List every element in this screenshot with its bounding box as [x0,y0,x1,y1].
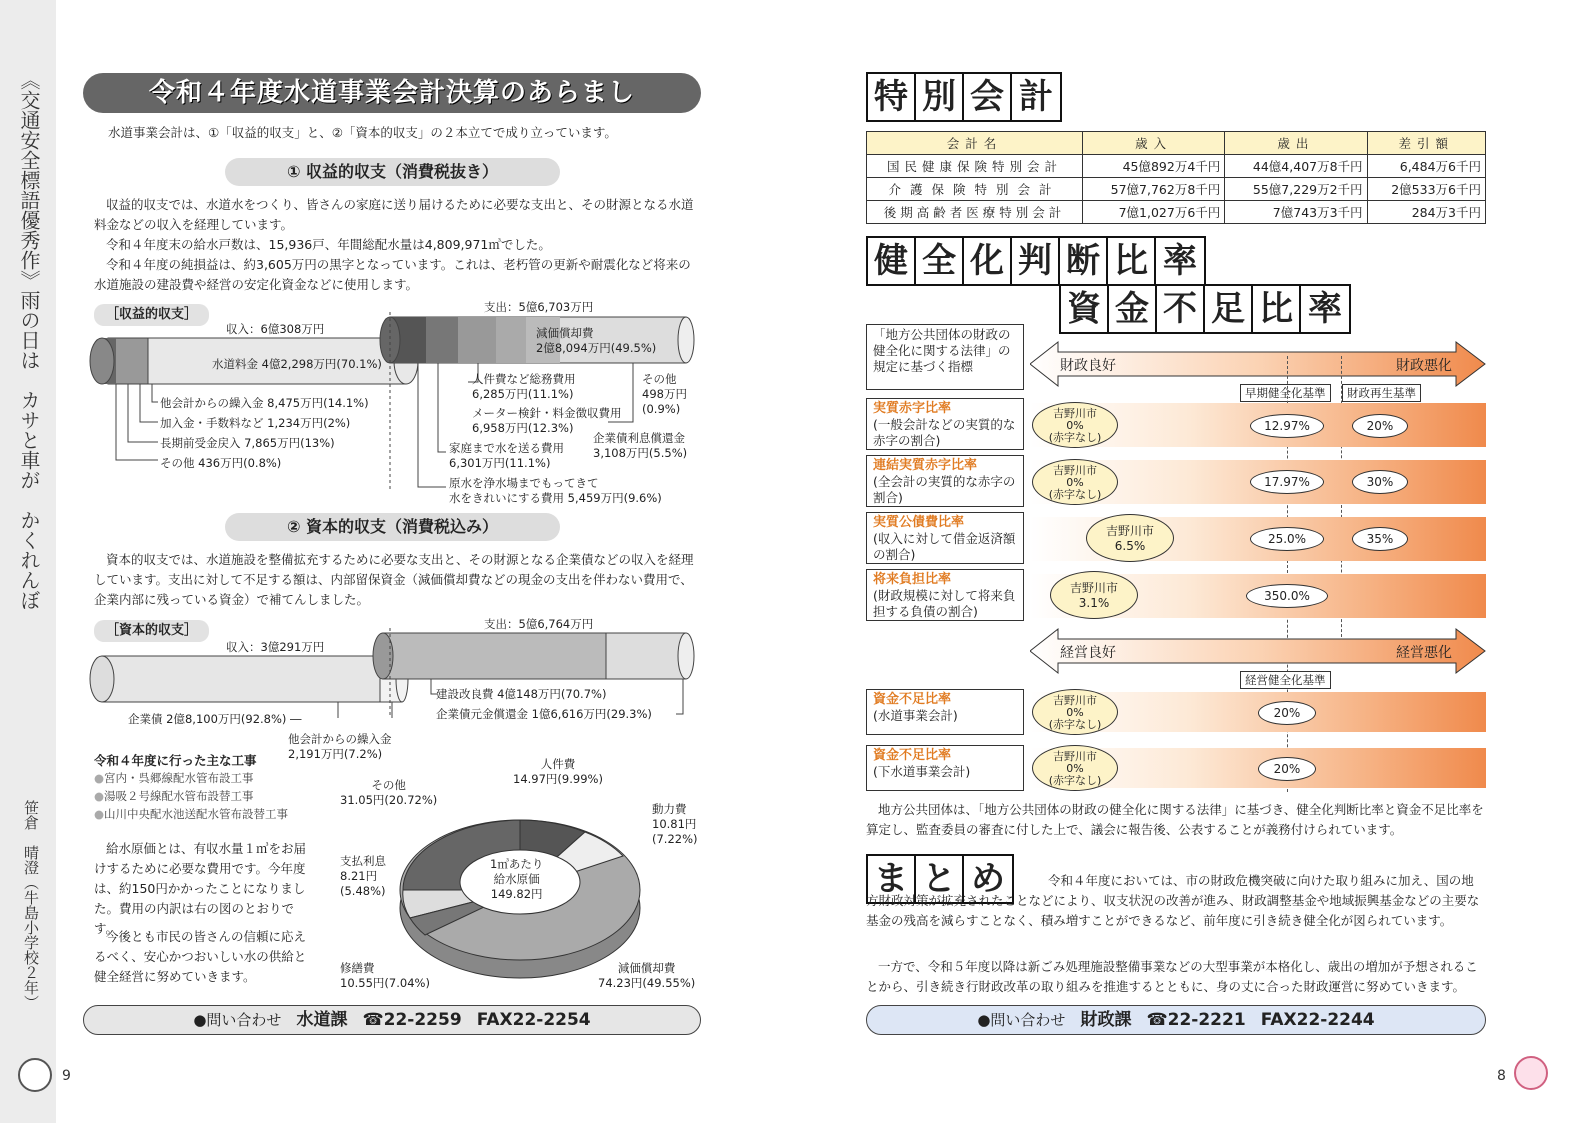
cost-p2: 今後とも市民の皆さんの信頼に応えるべく、安心かつおいしい水の供給と健全経営に努めていきます。 [94,929,307,984]
ratio-row-2-city: 吉野川市 0% (赤字なし) [1032,459,1118,505]
ratio-paragraph: 地方公共団体は、「地方公共団体の財政の健全化に関する法律」に基づき、健全化判断比率と資金不足比率を算定し、監査委員の審査に付した上で、議会に報告後、公表することが義務付けられています。 [866,802,1484,837]
ratio-row-4-city: 吉野川市 3.1% [1050,571,1138,619]
ratio-title: 健 全 化 判 断 比 率 [866,236,1206,286]
page-title: 令和４年度水道事業会計決算のあらまし [83,73,701,113]
fund-row-1-crit: 20% [1258,701,1316,725]
donut-personnel: 人件費 14.97円(9.99%) [513,757,603,786]
mascot-icon [18,1058,52,1092]
table-row: 介護保険特別会計 57億7,762万8千円 55億7,229万2千円 2億533万6千円 [867,178,1486,201]
donut-center: 1㎥あたり 給水原価 149.82円 [490,857,544,901]
slogan-author: 笹倉 晴澄（牛島小学校２年） [22,800,40,1010]
page-number-right: 8 [1497,1068,1506,1084]
mascot-pink-icon [1514,1056,1548,1090]
management-good: 経営良好 [1060,645,1116,661]
donut-depreciation: 減価償却費 74.23円(49.55%) [598,961,696,990]
finance-good: 財政良好 [1060,358,1116,374]
page-number-left: 9 [62,1068,71,1084]
capital-cylinders [88,628,700,718]
sec1-p2: 令和４年度末の給水戸数は、15,936戸、年間総配水量は4,809,971㎥でした。 [106,237,551,252]
works-item-3: ●山川中央配水池送配水管布設替工事 [94,807,289,821]
ratio-row-1-label: 実質赤字比率 (一般会計などの実質的な赤字の割合) [866,398,1024,450]
label-transfer: 他会計からの繰入金 8,475万円(14.1%) [160,396,369,410]
ratio-row-3-early: 25.0% [1250,527,1324,551]
cost-p1: 給水原価とは、有収水量１㎥をお届けするために必要な費用です。今年度は、約150円かかったことになりました。費用の内訳は右の図のとおりです。 [94,841,307,936]
label-construction: 建設改良費 4億148万円(70.7%) [436,687,607,701]
donut-power: 動力費 10.81円 (7.22%) [652,802,698,846]
summary-p1: 令和４年度においては、市の財政危機突破に向けた取り組みに加え、国の地方財政対策が拡充されたことなどにより、収支状況の改善が進み、財政調整基金や地域振興基金などの主要な基金の残高を減らすことなく、積み増すことができるなど、前年度に引き続き健全化が図られています。 [866,873,1480,928]
slogan-vertical: 《交通安全標語優秀作》雨の日は カサと車が かくれんぼ [17,70,41,610]
fund-row-2-city: 吉野川市 0% (赤字なし) [1032,745,1118,791]
ratio-row-2-label: 連結実質赤字比率 (全会計の実質的な赤字の割合) [866,455,1024,507]
label-cap-transfer: 他会計からの繰入金 2,191万円(7.2%) [288,732,392,761]
label-other-in: その他 436万円(0.8%) [160,456,282,470]
label-delivery: 家庭まで水を送る費用 6,301万円(11.1%) [449,441,564,470]
ratio-row-1-rebuild: 20% [1352,414,1408,438]
label-depreciation: 減価償却費 2億8,094万円(49.5%) [536,326,657,355]
capital-income: 収入：3億291万円 [226,640,325,654]
ratio-row-3-label: 実質公債費比率 (収入に対して借金返済額の割合) [866,512,1024,564]
intro-text: 水道事業会計は、①「収益的収支」と、②「資本的収支」の２本立てで成り立っています。 [108,125,617,140]
revenue-income: 収入：6億308万円 [226,322,325,336]
donut-interest: 支払利息 8.21円 (5.48%) [340,854,386,898]
finance-bad: 財政悪化 [1396,358,1452,374]
management-bad: 経営悪化 [1396,645,1452,661]
ratio-row-1-city: 吉野川市 0% (赤字なし) [1032,402,1118,448]
label-interest: 企業債利息償還金 3,108万円(5.5%) [593,431,688,460]
special-accounts-title: 特 別 会 計 [866,72,1062,122]
summary-title: ま と め [866,854,1014,904]
revenue-tag: ［収益的収支］ [94,304,209,326]
table-row: 国民健康保険特別会計 45億892万4千円 44億4,407万8千円 6,484万6千円 [867,155,1486,178]
law-note: 「地方公共団体の財政の健全化に関する法律」の規定に基づく指標 [866,324,1024,390]
ratio-row-3-city: 吉野川市 6.5% [1086,514,1174,562]
donut-other: その他 31.05円(20.72%) [340,778,438,807]
rebuild-criterion: 財政再生基準 [1342,384,1421,402]
label-purify: 原水を浄水場までもってきて 水をきれいにする費用 5,459万円(9.6%) [449,476,662,505]
label-meter: メーター検針・料金徴収費用 6,958万円(12.3%) [472,406,622,435]
ratio-row-4-label: 将来負担比率 (財政規模に対して将来負担する負債の割合) [866,569,1024,621]
fund-row-2-crit: 20% [1258,757,1316,781]
revenue-expense: 支出：5億6,703万円 [484,300,594,314]
label-water-fee: 水道料金 4億2,298万円(70.1%) [212,357,382,371]
sec2-p: 資本的収支では、水道施設を整備拡充するために必要な支出と、その財源となる企業債などの収入を経理しています。支出に対して不足する額は、内部留保資金（減価償却費などの現金の支出を伴わない費用で、企業内部に残っている資金）で補てんしました。 [94,552,694,607]
table-row: 後期高齢者医療特別会計 7億1,027万6千円 7億743万3千円 284万3千円 [867,201,1486,224]
label-bonds: 企業債 2億8,100万円(92.8%) ― [128,712,302,726]
contact-finance: ●問い合わせ 財政課 ☎22-2221 FAX22-2244 [866,1005,1486,1035]
sec1-p1: 収益的収支では、水道水をつくり、皆さんの家庭に送り届けるために必要な支出と、その財源となる水道料金などの収入を経理しています。 [94,197,694,232]
fund-row-1-label: 資金不足比率 (水道事業会計) [866,689,1024,735]
summary-p2: 一方で、令和５年度以降は新ごみ処理施設整備事業などの大型事業が本格化し、歳出の増加が予想されることから、引き続き行財政改革の取り組みを推進するとともに、身の丈に合った財政運営に努めていきます。 [866,959,1478,994]
ratio-row-3-rebuild: 35% [1352,527,1408,551]
ratio-row-1-early: 12.97% [1250,414,1324,438]
fund-row-2-label: 資金不足比率 (下水道事業会計) [866,745,1024,791]
sec1-p3: 令和４年度の純損益は、約3,605万円の黒字となっています。これは、老朽管の更新や耐震化など将来の水道施設の建設費や経営の安定化資金などに使用します。 [94,257,691,292]
section1-title: ① 収益的収支（消費税抜き） [225,158,560,186]
donut-repair: 修繕費 10.55円(7.04%) [340,961,430,990]
capital-expense: 支出：5億6,764万円 [484,617,594,631]
ratio-row-2-early: 17.97% [1250,470,1324,494]
label-redemption: 企業債元金償還金 1億6,616万円(29.3%) [436,707,652,721]
management-criterion: 経営健全化基準 [1240,671,1331,689]
ratio-row-2-rebuild: 30% [1352,470,1408,494]
fund-row-1-city: 吉野川市 0% (赤字なし) [1032,689,1118,735]
label-personnel: 人件費など総務費用 6,285万円(11.1%) [472,372,576,401]
ratio-row-4-early: 350.0% [1246,584,1328,608]
works-title: 令和４年度に行った主な工事 [94,753,257,768]
label-other-out: その他 498万円 (0.9%) [642,372,687,416]
label-fees: 加入金・手数料など 1,234万円(2%) [160,416,351,430]
works-item-2: ●湯吸２号線配水管布設替工事 [94,789,254,803]
contact-water: ●問い合わせ 水道課 ☎22-2259 FAX22-2254 [83,1005,701,1035]
fund-shortage-title: 資 金 不 足 比 率 [1059,284,1351,334]
capital-tag: ［資本的収支］ [94,620,209,642]
works-item-1: ●宮内・呉郷線配水管布設工事 [94,771,254,785]
section2-title: ② 資本的収支（消費税込み） [225,513,560,541]
label-deferred: 長期前受金戻入 7,865万円(13%) [160,436,335,450]
early-criterion: 早期健全化基準 [1240,384,1331,402]
special-accounts-table: 会計名 歳入 歳出 差引額 国民健康保険特別会計 45億892万4千円 44億4,407万8千円 6,484万6千円 介護保険特別会計 57億7,762万8千円 55億7,229万2千円 2億533万6千円 後期高齢者医療特別会計 7億1,027万6千円 7億743万3千円 284万3千円 [866,131,1486,224]
